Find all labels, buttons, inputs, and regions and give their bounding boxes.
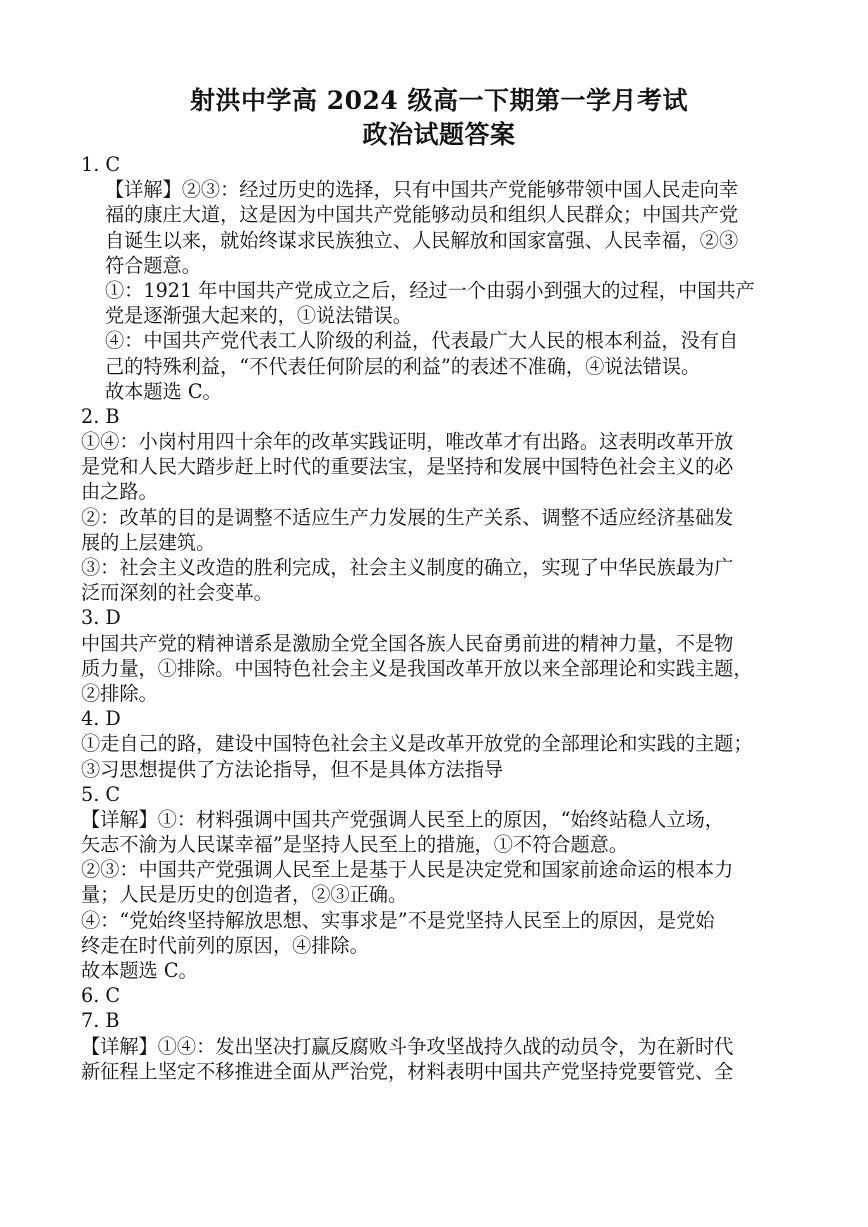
answer-line: 故本题选 C。 [81, 959, 198, 982]
answer-line: 新征程上坚定不移推进全面从严治党，材料表明中国共产党坚持党要管党、全 [81, 1059, 734, 1083]
answer-line: 量；人民是历史的创造者，②③正确。 [81, 883, 408, 907]
answer-line: 【详解】②③：经过历史的选择，只有中国共产党能够带领中国人民走向幸 [105, 178, 739, 202]
answer-line: 是党和人民大踏步赶上时代的重要法宝，是坚持和发展中国特色社会主义的必 [81, 455, 734, 479]
answer-line: ②③：中国共产党强调人民至上是基于人民是决定党和国家前途命运的根本力 [81, 858, 734, 882]
answer-line: 由之路。 [81, 480, 158, 504]
answer-line: 矢志不渝为人民谋幸福”是坚持人民至上的措施，①不符合题意。 [81, 833, 629, 857]
answer-line: 故本题选 C。 [105, 379, 222, 403]
answer-line: 2. B [81, 404, 120, 428]
answer-body [81, 152, 781, 1084]
answer-line: 7. B [81, 1009, 120, 1033]
answer-subtitle: 政治试题答案 [362, 120, 516, 149]
answer-line: ②：改革的目的是调整不适应生产力发展的生产关系、调整不适应经济基础发 [81, 505, 734, 529]
answer-line: 中国共产党的精神谱系是激励全党全国各族人民奋勇前进的精神力量，不是物 [81, 631, 734, 655]
answer-line: ①④：小岗村用四十余年的改革实践证明，唯改革才有出路。这表明改革开放 [81, 430, 734, 454]
exam-title: 射洪中学高 2024 级高一下期第一学月考试 [190, 86, 688, 115]
answer-line: 质力量，①排除。中国特色社会主义是我国改革开放以来全部理论和实践主题， [81, 656, 753, 680]
answer-line: 【详解】①④：发出坚决打赢反腐败斗争攻坚战持久战的动员令，为在新时代 [81, 1034, 734, 1058]
answer-line: 泛而深刻的社会变革。 [81, 581, 273, 605]
answer-line: ①走自己的路，建设中国特色社会主义是改革开放党的全部理论和实践的主题； [81, 732, 753, 756]
answer-line: ①：1921 年中国共产党成立之后，经过一个由弱小到强大的过程，中国共产 [105, 278, 755, 302]
answer-line: 己的特殊利益，“不代表任何阶层的利益”的表述不准确，④说法错误。 [105, 354, 701, 378]
answer-line: ②排除。 [81, 681, 158, 705]
answer-line: ③：社会主义改造的胜利完成，社会主义制度的确立，实现了中华民族最为广 [81, 556, 734, 579]
answer-line: 符合题意。 [105, 253, 201, 277]
answer-line: ④：“党始终坚持解放思想、实事求是”不是党坚持人民至上的原因，是党始 [81, 908, 715, 932]
answer-line: 自诞生以来，就始终谋求民族独立、人民解放和国家富强、人民幸福，②③ [105, 228, 739, 252]
answer-line: 终走在时代前列的原因，④排除。 [81, 933, 369, 957]
answer-line: 福的康庄大道，这是因为中国共产党能够动员和组织人民群众；中国共产党 [105, 203, 739, 227]
answer-line: 6. C [81, 984, 121, 1008]
answer-line: 展的上层建筑。 [81, 530, 216, 554]
answer-line: 1. C [81, 153, 121, 176]
answer-line: 3. D [81, 606, 121, 630]
answer-line: 4. D [81, 707, 121, 731]
answer-line: ④：中国共产党代表工人阶级的利益，代表最广大人民的根本利益，没有自 [105, 329, 739, 353]
answer-line: 5. C [81, 782, 121, 806]
answer-line: ③习思想提供了方法论指导，但不是具体方法指导 [81, 757, 504, 781]
answer-line: 党是逐渐强大起来的，①说法错误。 [105, 304, 412, 328]
answer-line: 【详解】①：材料强调中国共产党强调人民至上的原因，“始终站稳人立场， [81, 807, 724, 831]
document-header [0, 84, 868, 152]
